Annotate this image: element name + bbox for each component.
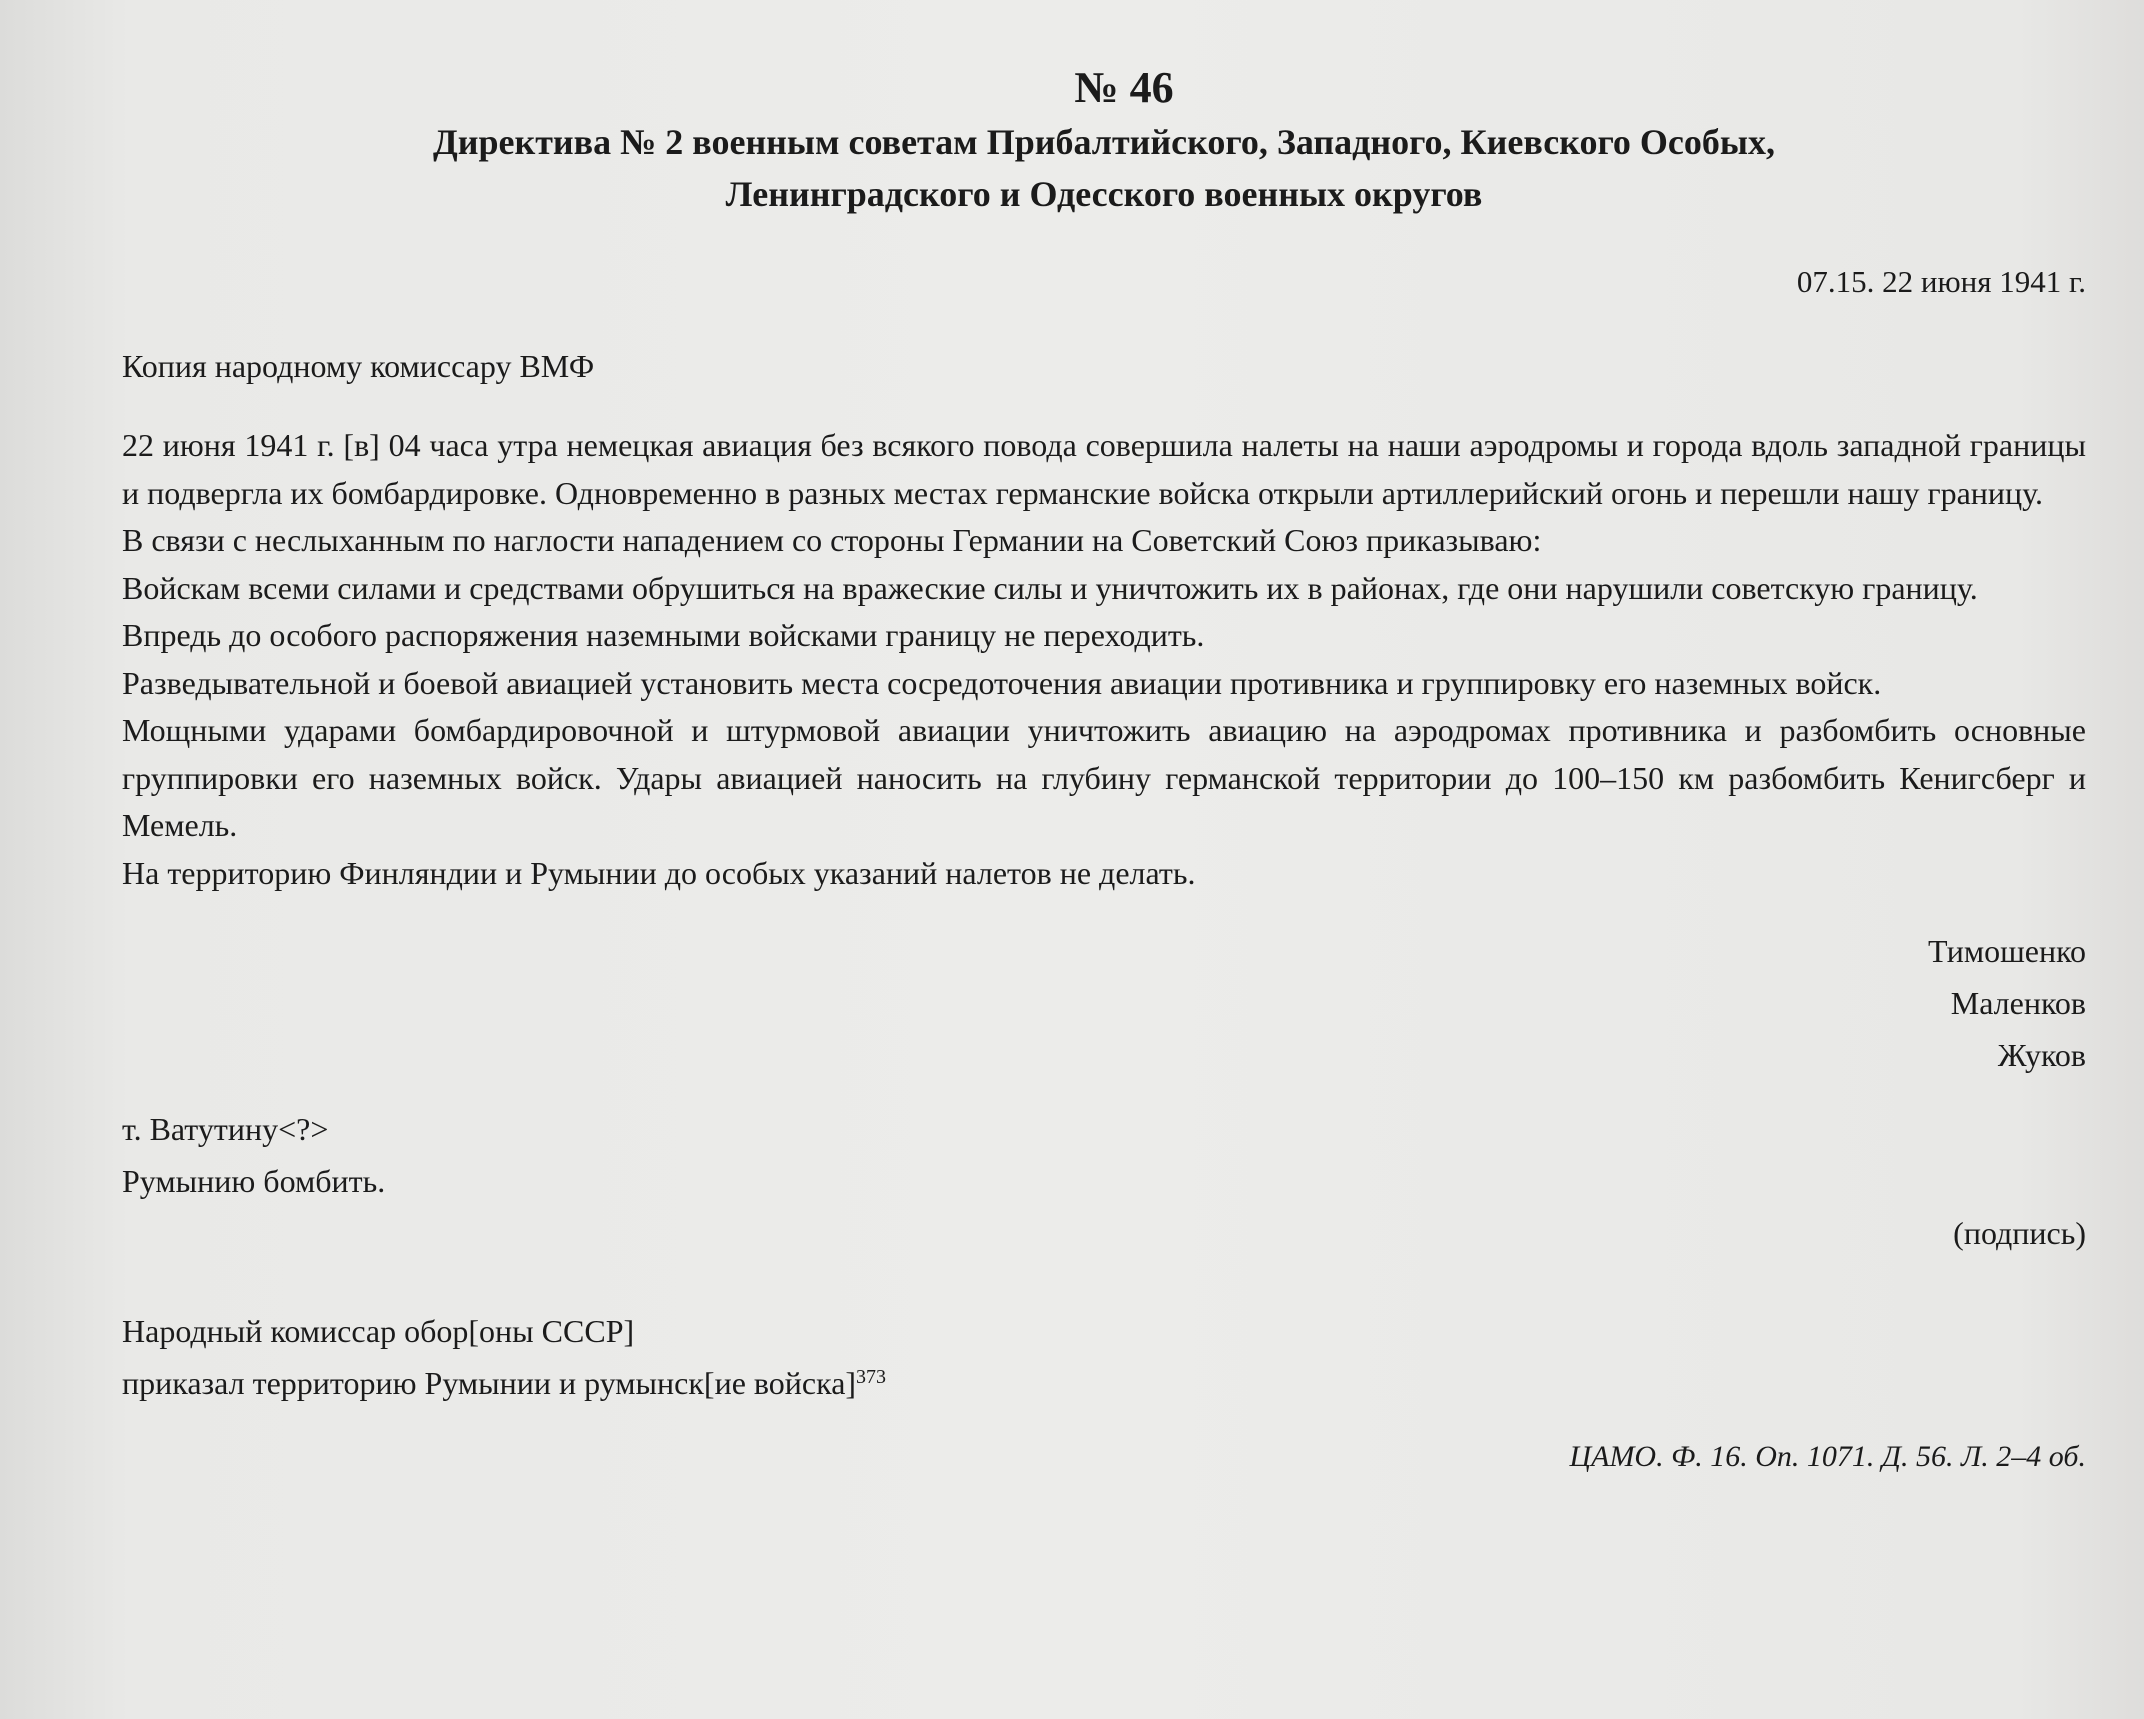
commissar-line1: Народный комиссар обор[оны СССР] xyxy=(122,1313,635,1349)
body-paragraph: Войскам всеми силами и средствами обрушиться на вражеские силы и уничтожить их в районах, где они нарушили советскую границу. xyxy=(122,569,1978,606)
signature-zhukov: Жуков xyxy=(1997,1037,2086,1073)
directive-body xyxy=(122,422,2086,897)
body-paragraph: Разведывательной и боевой авиацией установить места сосредоточения авиации противника и группировку его наземных войск. xyxy=(122,664,1882,701)
body-paragraph: Впредь до особого распоряжения наземными войсками границу не переходить. xyxy=(122,617,1205,653)
document-date: 07.15. 22 июня 1941 г. xyxy=(1796,264,2086,299)
signatures xyxy=(122,925,2086,1081)
body-paragraph: Мощными ударами бомбардировочной и штурмовой авиации уничтожить авиацию на аэродромах противника и разбомбить основные группировки его наземных войск. Удары авиацией наносить на глубину германской территории до 100–150 км разбомбить Кенигсберг и Мемель. xyxy=(122,712,2086,843)
document-number: № 46 xyxy=(1074,63,1174,112)
body-paragraph: На территорию Финляндии и Румынии до особых указаний налетов не делать. xyxy=(122,854,1196,891)
commissar-line2 xyxy=(122,1357,2086,1409)
body-paragraph: В связи с неслыханным по наглости нападением со стороны Германии на Советский Союз приказываю: xyxy=(122,522,1542,558)
document-title-line2: Ленинградского и Одесского военных округов xyxy=(725,174,1483,214)
archive-source: ЦАМО. Ф. 16. Оп. 1071. Д. 56. Л. 2–4 об. xyxy=(1569,1440,2086,1473)
addressee: Копия народному комиссару ВМФ xyxy=(122,348,595,384)
signature-timoshenko: Тимошенко xyxy=(1927,933,2086,969)
handwritten-note xyxy=(122,1103,2086,1207)
commissar-line2-text: приказал территорию Румынии и румынск[ие войска] xyxy=(122,1365,857,1401)
note-line2: Румынию бомбить. xyxy=(122,1163,386,1199)
document-title-line1: Директива № 2 военным советам Прибалтийского, Западного, Киевского Особых, xyxy=(432,122,1776,162)
document-content xyxy=(122,60,2086,1481)
body-paragraph: 22 июня 1941 г. [в] 04 часа утра немецкая авиация без всякого повода совершила налеты на наши аэродромы и города вдоль западной границы и подвергла их бомбардировке. Одновременно в разных местах германские войска открыли артиллерийский огонь и перешли нашу границу. xyxy=(122,427,2086,511)
signature-malenkov: Маленков xyxy=(1950,985,2086,1021)
footnote-marker: 373 xyxy=(856,1366,887,1388)
commissar-note xyxy=(122,1305,2086,1409)
note-line1: т. Ватутину<?> xyxy=(122,1111,329,1147)
signed-mark: (подпись) xyxy=(1953,1215,2086,1251)
